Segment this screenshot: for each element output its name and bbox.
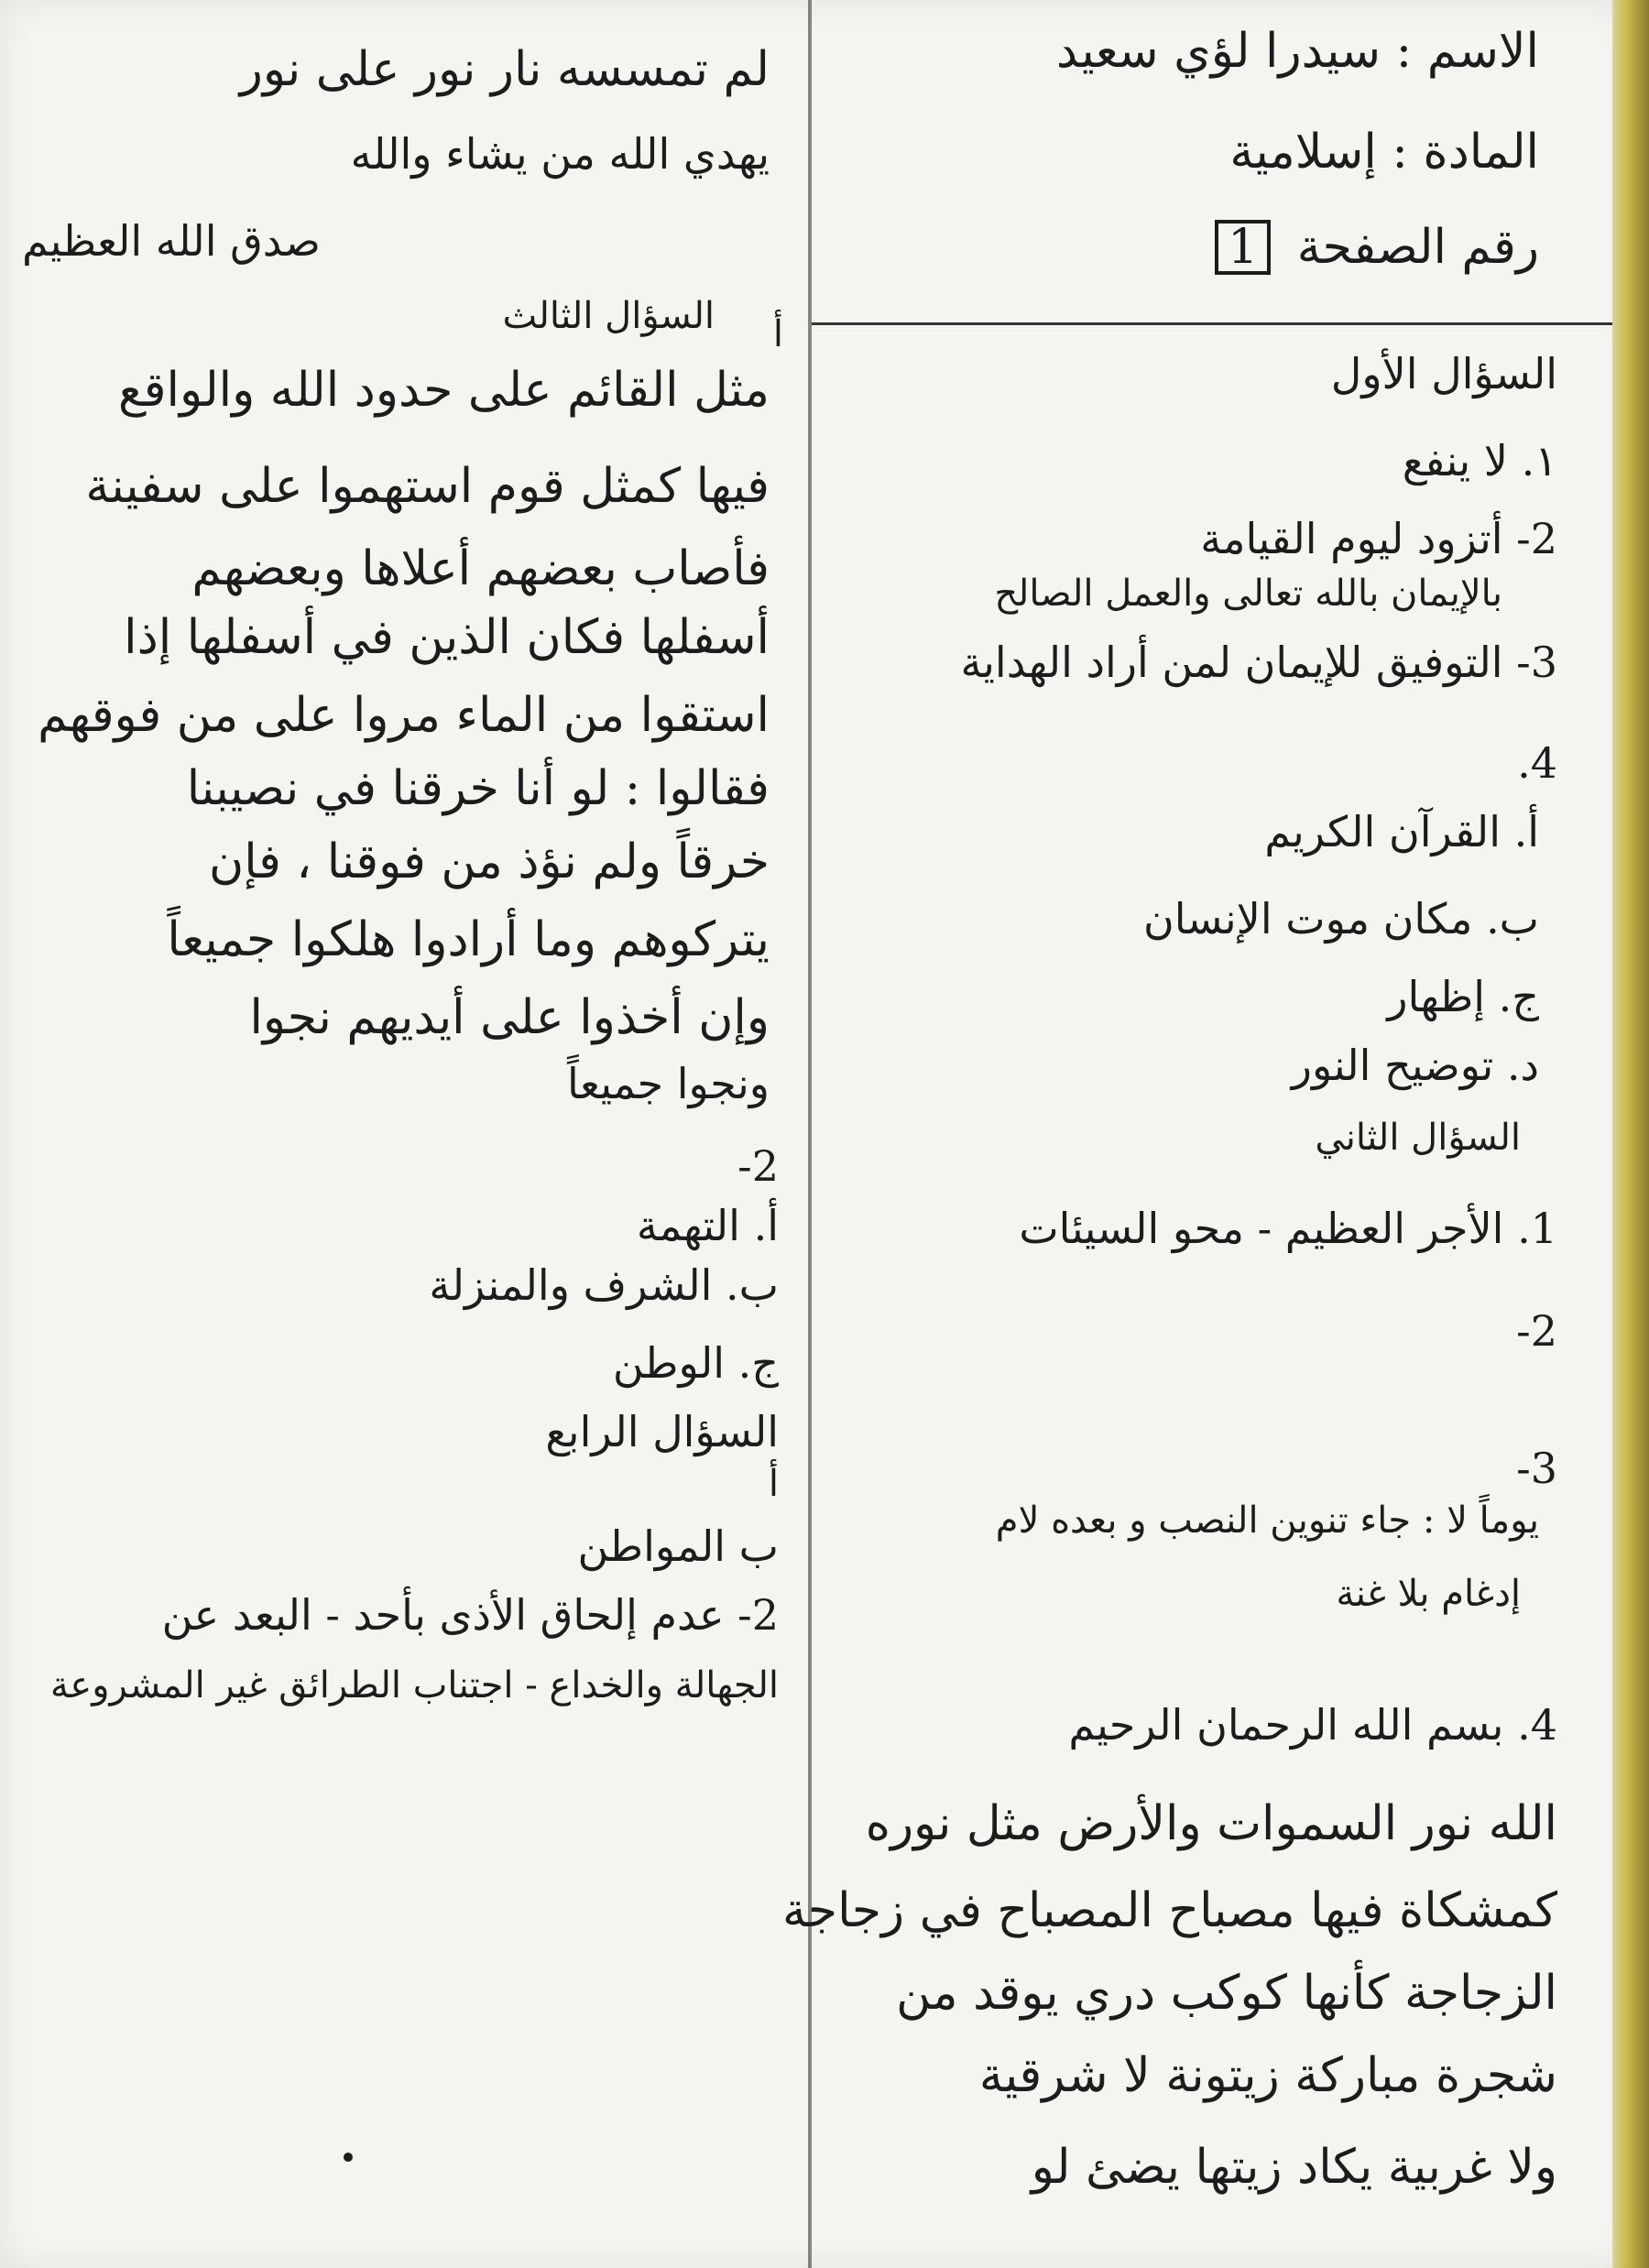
answer-line: 1. الأجر العظيم - محو السيئات [1019, 1204, 1557, 1253]
answer-line: فقالوا : لو أنا خرقنا في نصيبنا [186, 761, 770, 816]
subject-line: المادة : إسلامية [1229, 125, 1539, 180]
answer-line: الله نور السموات والأرض مثل نوره [865, 1796, 1557, 1851]
answer-line: كمشكاة فيها مصباح المصباح في زجاجة [782, 1883, 1557, 1938]
answer-line: يتركوهم وما أرادوا هلكوا جميعاً [167, 912, 770, 967]
answer-line: 2- عدم إلحاق الأذى بأحد - البعد عن [161, 1590, 779, 1640]
ink-dot [344, 2153, 353, 2162]
answer-line: السؤال الرابع [545, 1407, 779, 1456]
answer-line: وإن أخذوا على أيديهم نجوا [249, 990, 770, 1045]
answer-line: 3- التوفيق للإيمان لمن أراد الهداية [960, 638, 1557, 687]
answer-line: مثل القائم على حدود الله والواقع [117, 363, 770, 418]
answer-line: 3- [1516, 1444, 1557, 1493]
answer-line: أ [768, 1463, 779, 1505]
answer-line: السؤال الثالث [502, 295, 715, 337]
answer-line: الزجاجة كأنها كوكب دري يوقد من [896, 1966, 1557, 2021]
answer-line: فأصاب بعضهم أعلاها وبعضهم [191, 541, 770, 596]
answer-line: السؤال الثاني [1315, 1117, 1521, 1159]
answer-line: إدغام بلا غنة [1336, 1573, 1521, 1615]
answer-line: 2- أتزود ليوم القيامة [1200, 514, 1557, 563]
student-name-line: الاسم : سيدرا لؤي سعيد [1055, 24, 1539, 79]
answer-line: استقوا من الماء مروا على من فوقهم [38, 688, 770, 743]
answer-line: يهدي الله من يشاء والله [350, 129, 770, 179]
answer-line: ب. مكان موت الإنسان [1143, 894, 1539, 943]
answer-line: د. توضيح النور [1291, 1041, 1539, 1090]
background-edge [1612, 0, 1649, 2268]
answer-line: ب المواطن [577, 1521, 779, 1571]
answer-line: شجرة مباركة زيتونة لا شرقية [978, 2048, 1557, 2103]
answer-line: ١. لا ينفع [1402, 436, 1557, 485]
answer-line: ولا غربية يكاد زيتها يضئ لو [1031, 2140, 1557, 2195]
answer-line: الجهالة والخداع - اجتناب الطرائق غير المشروعة [49, 1664, 779, 1706]
answer-line: ونجوا جميعاً [567, 1059, 770, 1108]
answer-line: أ. القرآن الكريم [1264, 807, 1539, 856]
page-number-box: 1 [1215, 220, 1271, 275]
answer-line: يوماً لا : جاء تنوين النصب و بعده لام [995, 1499, 1539, 1542]
answer-line: 4. بسم الله الرحمان الرحيم [1068, 1700, 1557, 1750]
answer-line: أ [772, 313, 783, 355]
answer-line: لم تمسسه نار نور على نور [239, 42, 770, 97]
answer-line: 2- [1516, 1306, 1557, 1356]
answer-line: أ. التهمة [636, 1201, 779, 1250]
left-page [0, 0, 797, 2268]
answer-line: بالإيمان بالله تعالى والعمل الصالح [994, 572, 1502, 615]
answer-line: السؤال الأول [1330, 349, 1557, 398]
answer-line: 4. [1517, 738, 1557, 788]
answer-line: صدق الله العظيم [21, 216, 321, 266]
answer-line: أسفلها فكان الذين في أسفلها إذا [124, 610, 770, 665]
answer-line: ج. إظهار [1387, 972, 1539, 1021]
answer-line: خرقاً ولم نؤذ من فوقنا ، فإن [209, 834, 770, 889]
page-number-label: رقم الصفحة [1296, 220, 1539, 275]
page-number-line [1215, 220, 1539, 275]
answer-line: فيها كمثل قوم استهموا على سفينة [85, 459, 770, 514]
right-page [782, 0, 1594, 2268]
answer-line: ب. الشرف والمنزلة [429, 1260, 779, 1310]
answer-line: ج. الوطن [612, 1338, 779, 1388]
answer-line: 2- [737, 1141, 779, 1191]
